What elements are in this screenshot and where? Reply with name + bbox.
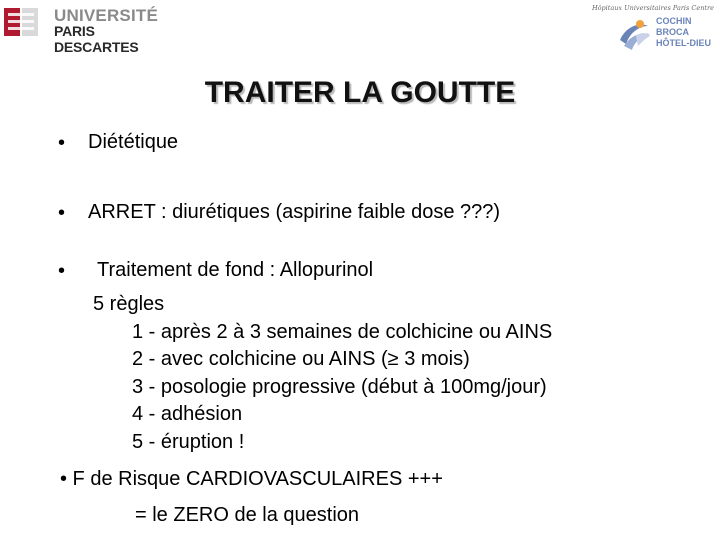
hospital-names [656,16,711,49]
rules-header: 5 règles [93,293,165,315]
university-emblem-icon [2,4,42,40]
rule-item: 4 - adhésion [132,403,243,425]
rule-item: 3 - posologie progressive (début à 100mg/jour) [132,376,547,398]
bullet-arret: ARRET : diurétiques (aspirine faible dose ???) [88,201,501,223]
slide-title: TRAITER LA GOUTTE [204,76,516,109]
hospital-name-cochin: COCHIN [656,16,692,26]
rule-item: 1 - après 2 à 3 semaines de colchicine ou AINS [132,321,553,343]
hospital-logo [591,2,716,52]
bullet-risque-cv: • F de Risque CARDIOVASCULAIRES +++ [60,468,443,490]
hospital-emblem-icon [616,16,652,52]
bullet-dietetique: Diététique [88,131,179,153]
hospital-header: Hôpitaux Universitaires Paris Centre [591,4,714,12]
bullet-marker: • [58,260,66,282]
bullet-traitement: Traitement de fond : Allopurinol [97,259,374,281]
university-name-line2: PARIS DESCARTES [54,23,139,55]
rule-item: 5 - éruption ! [132,431,245,453]
bullet-marker: • [58,132,66,154]
university-logo [2,2,172,55]
bullet-marker: • [58,202,66,224]
rule-item: 2 - avec colchicine ou AINS (≥ 3 mois) [132,348,470,370]
bullet-risque-cv-sub: = le ZERO de la question [135,504,360,526]
university-name-line1: UNIVERSITÉ [54,6,159,25]
hospital-name-broca: BROCA [656,27,689,37]
hospital-name-hotel-dieu: HÔTEL-DIEU [656,38,711,48]
